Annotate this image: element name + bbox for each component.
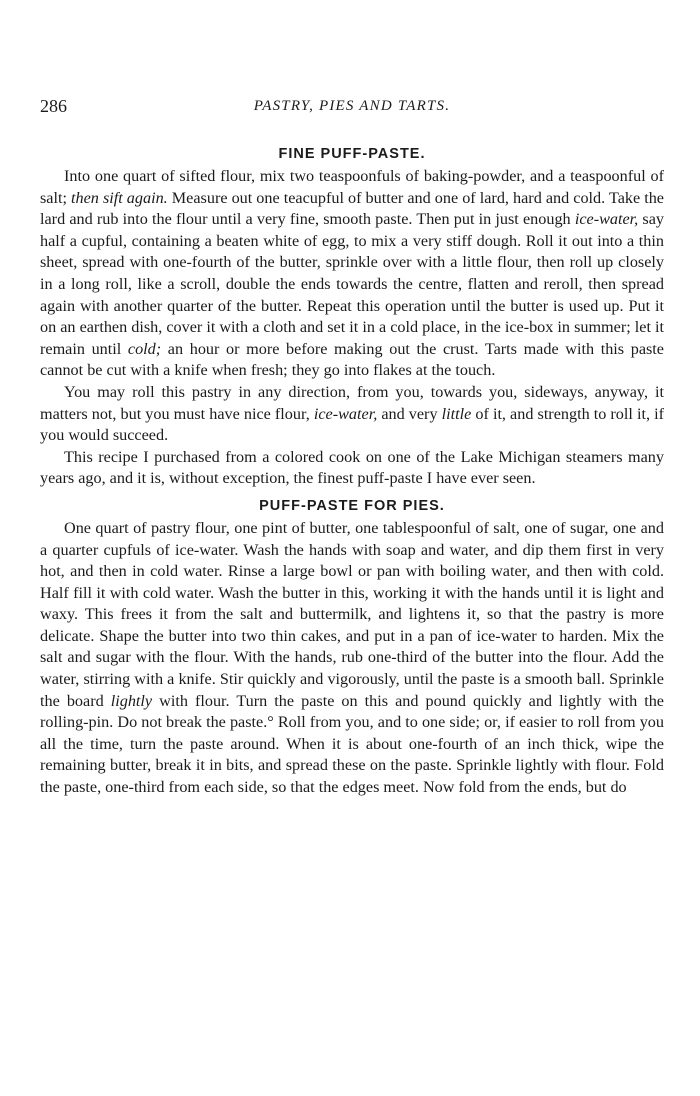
- running-title: PASTRY, PIES AND TARTS.: [253, 98, 451, 114]
- section-heading-puff-paste-for-pies: PUFF-PASTE FOR PIES.: [259, 497, 445, 514]
- page-number: 286: [40, 96, 67, 116]
- paragraph-rolling-note: [40, 382, 664, 447]
- text-run: Into one quart of sifted flour, mix two teaspoonfuls of baking-powder, and a teaspoonful of salt;: [40, 167, 664, 207]
- text-run: with flour. Turn the paste on this and pound quickly and lightly with the rolling-pin. Do not break the paste.° Roll from you, and to one side; or, if easier to roll from you all the time, turn the paste around. When it is about one-fourth of an inch thick, wipe the remaining butter, break it in bits, and spread these on the paste. Sprinkle lightly with flour. Fold the paste, one-third from each side, so that the edges meet. Now fold from the ends, but do: [40, 691, 664, 797]
- emphasis-text: then sift again.: [71, 188, 168, 207]
- paragraph-puff-paste-for-pies-method: [40, 518, 664, 799]
- emphasis-text: ice-water,: [574, 210, 639, 229]
- text-run: and very: [377, 404, 442, 423]
- paragraph-recipe-origin: This recipe I purchased from a colored cook on one of the Lake Michigan steamers many years ago, and it is, without exception, the finest puff-paste I have ever seen.: [40, 447, 664, 488]
- book-page: [40, 96, 664, 799]
- emphasis-text: lightly: [110, 691, 153, 710]
- emphasis-text: cold;: [127, 339, 162, 358]
- text-run: say half a cupful, containing a beaten white of egg, to mix a very stiff dough. Roll it out into a thin sheet, spread with one-fourth of the butter, sprinkle over with a little flour, then roll up closely in a long roll, like a scroll, double the ends towards the centre, flatten and reroll, then spread again with another quarter of the butter. Repeat this operation until the butter is used up. Put it on an earthen dish, cover it with a cloth and set it in a cold place, in the ice-box in summer; let it remain until: [40, 210, 664, 358]
- text-run: You may roll this pastry in any direction, from you, towards you, sideways, anyway, it matters not, but you must have nice flour,: [40, 382, 664, 423]
- text-run: of it, and strength to roll it, if you would succeed.: [40, 404, 664, 445]
- text-run: One quart of pastry flour, one pint of butter, one tablespoonful of salt, one of sugar, one and a quarter cupfuls of ice-water. Wash the hands with soap and water, and dip them first in very hot, and then in cold water. Rinse a large bowl or pan with boiling water, and then with cold. Half fill it with cold water. Wash the butter in this, working it with the hands until it is light and waxy. This frees it from the salt and buttermilk, and lightens it, so that the pastry is more delicate. Shape the butter into two thin cakes, and put in a pan of ice-water to harden. Mix the salt and sugar with the flour. With the hands, rub one-third of the butter into the flour. Add the water, stirring with a knife. Stir quickly and vigorously, until the paste is a smooth ball. Sprinkle the board: [40, 518, 664, 710]
- text-run: Measure out one teacupful of butter and one of lard, hard and cold. Take the lard and rub into the flour until a very fine, smooth paste. Then put in just enough: [40, 188, 664, 229]
- running-head: [40, 96, 664, 126]
- text-run: an hour or more before making out the crust. Tarts made with this paste cannot be cut with a knife when fresh; they go into flakes at the touch.: [40, 339, 664, 380]
- emphasis-text: little: [441, 404, 472, 423]
- section-heading-fine-puff-paste: FINE PUFF-PASTE.: [278, 146, 426, 162]
- paragraph-fine-puff-paste-method: [40, 166, 664, 382]
- emphasis-text: ice-water,: [313, 404, 378, 423]
